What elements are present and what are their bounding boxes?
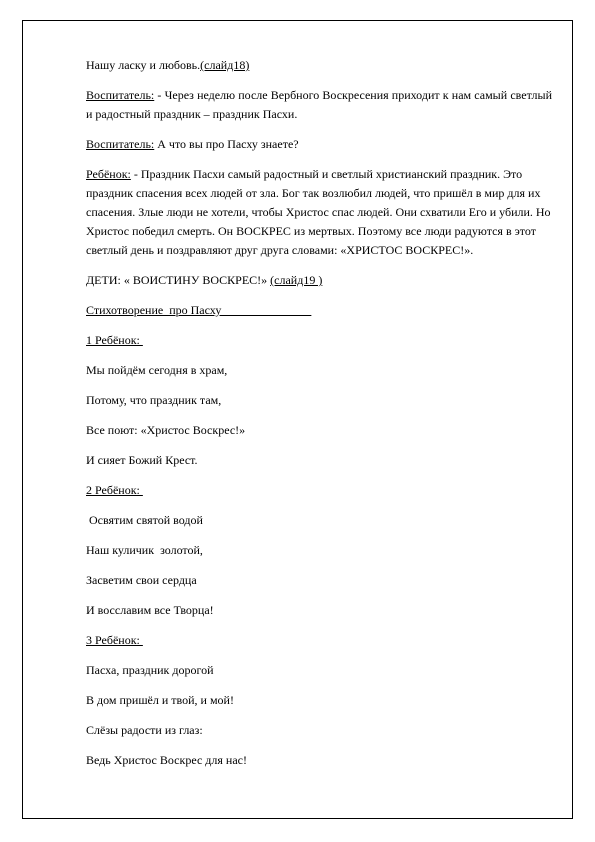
speaker-label: Воспитатель: xyxy=(86,88,155,102)
document-body xyxy=(86,56,552,781)
paragraph-text: А что вы про Пасху знаете? xyxy=(154,137,299,151)
speaker-label: 3 Ребёнок: xyxy=(86,633,143,647)
stanza xyxy=(86,331,552,470)
poem-line: Пасха, праздник дорогой xyxy=(86,663,214,677)
teacher-question xyxy=(86,135,552,154)
stanza-speaker xyxy=(86,481,552,500)
poem-line: Слёзы радости из глаз: xyxy=(86,723,203,737)
stanza-speaker xyxy=(86,631,552,650)
speaker-label: 2 Ребёнок: xyxy=(86,483,143,497)
poem-line: Наш куличик золотой, xyxy=(86,543,203,557)
poem-line: В дом пришёл и твой, и мой! xyxy=(86,693,234,707)
intro-text: Нашу ласку и любовь. xyxy=(86,58,201,72)
poem-heading xyxy=(86,301,552,320)
reply-text: ДЕТИ: « ВОИСТИНУ ВОСКРЕС!» xyxy=(86,273,271,287)
poem-line: Потому, что праздник там, xyxy=(86,393,222,407)
stanza-speaker xyxy=(86,331,552,350)
child-answer-paragraph xyxy=(86,165,552,260)
poem-line: И сияет Божий Крест. xyxy=(86,453,198,467)
poem-line: Засветим свои сердца xyxy=(86,573,197,587)
poem-line: Освятим святой водой xyxy=(86,513,203,527)
teacher-paragraph xyxy=(86,86,552,124)
speaker-label: Воспитатель: xyxy=(86,137,155,151)
poem-line: Все поют: «Христос Воскрес!» xyxy=(86,423,246,437)
poem-heading-text: Стихотворение про Пасху xyxy=(86,303,312,317)
poem-line: Ведь Христос Воскрес для нас! xyxy=(86,753,247,767)
poem-line: И восславим все Творца! xyxy=(86,603,214,617)
slide-ref: (слайд18) xyxy=(200,58,250,72)
stanza xyxy=(86,631,552,770)
slide-ref: (слайд19 ) xyxy=(270,273,323,287)
paragraph-text: - Через неделю после Вербного Воскресения приходит к нам самый светлый и радостный праздник – праздник Пасхи. xyxy=(86,88,552,121)
intro-line xyxy=(86,56,552,75)
stanza xyxy=(86,481,552,620)
paragraph-text: - Праздник Пасхи самый радостный и светлый христианский праздник. Это праздник спасения всех людей от зла. Бог так возлюбил людей, что пришёл в мир для их спасения. Злые люди не хотели, чтобы Христос спас людей. Они схватили Его и убили. Но Христос победил смерть. Он ВОСКРЕС из мертвых. Поэтому все люди радуются в этот светлый день и поздравляют друг друга словами: «ХРИСТОС ВОСКРЕС!». xyxy=(86,167,551,257)
children-reply xyxy=(86,271,552,290)
poem-line: Мы пойдём сегодня в храм, xyxy=(86,363,228,377)
speaker-label: 1 Ребёнок: xyxy=(86,333,143,347)
speaker-label: Ребёнок: xyxy=(86,167,131,181)
